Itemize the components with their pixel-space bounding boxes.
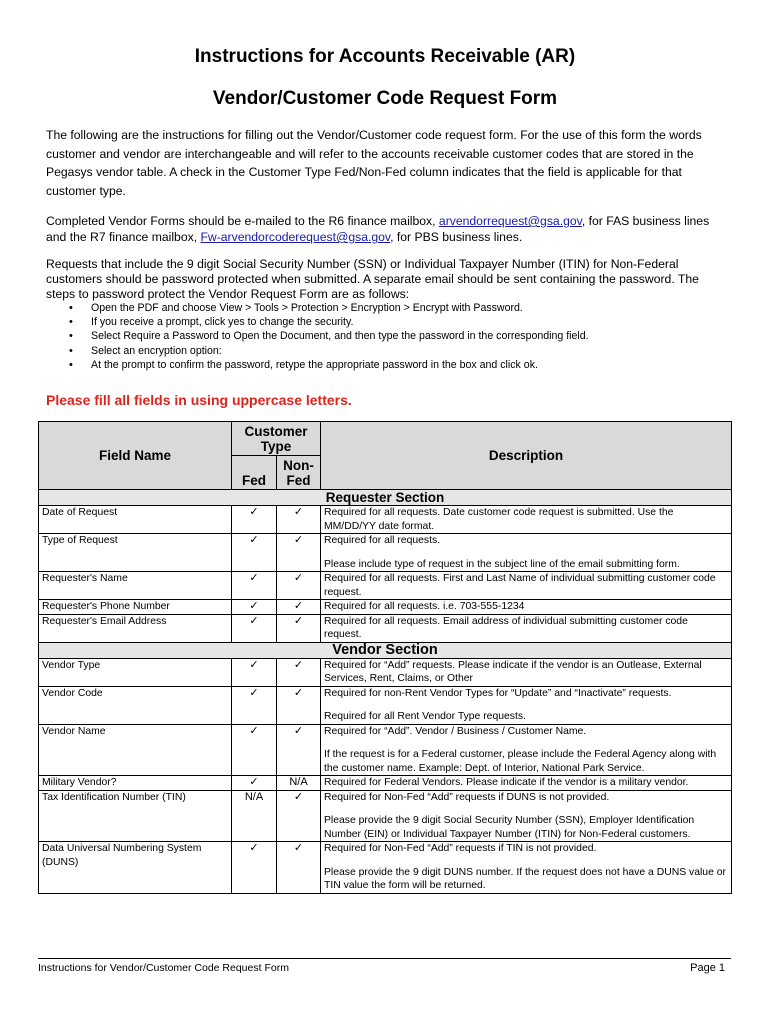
nonfed-check: ✓	[277, 600, 321, 615]
fed-check: ✓	[232, 658, 277, 686]
table-row	[39, 506, 732, 534]
list-item: • Open the PDF and choose View > Tools > Protection > Encryption > Encrypt with Password.	[91, 301, 770, 315]
nonfed-check: ✓	[277, 614, 321, 642]
mail-suffix: , for PBS business lines.	[390, 230, 523, 244]
description-note: Please include type of request in the subject line of the email submitting form.	[324, 558, 680, 570]
description-note: If the request is for a Federal customer, please include the Federal Agency along with the customer name. Example: Dept. of Interior, National Park Service.	[324, 749, 717, 774]
password-steps-list	[46, 301, 770, 372]
field-name: Type of Request	[39, 534, 232, 572]
field-description	[321, 534, 732, 572]
nonfed-check: ✓	[277, 658, 321, 686]
description-header: Description	[321, 422, 732, 490]
fed-check: ✓	[232, 842, 277, 894]
table-row	[39, 724, 732, 776]
intro-paragraph: The following are the instructions for filling out the Vendor/Customer code request form. For the use of this form the words customer and vendor are interchangeable and will refer to the accounts receivable customer codes that are stored in the Pegasys vendor table. A check in the Customer Type Fed/Non-Fed column indicates that the field is applicable for that customer type.	[46, 128, 702, 198]
fed-check: ✓	[232, 776, 277, 791]
section-row	[39, 642, 732, 658]
table-row	[39, 658, 732, 686]
field-name: Requester's Phone Number	[39, 600, 232, 615]
mail-prefix: Completed Vendor Forms should be e-mailed to the R6 finance mailbox,	[46, 214, 439, 228]
field-description: Required for all requests. i.e. 703-555-1234	[321, 600, 732, 615]
fed-check: ✓	[232, 614, 277, 642]
list-item: • At the prompt to confirm the password, retype the appropriate password in the box and click ok.	[91, 358, 770, 372]
field-description: Required for Federal Vendors. Please indicate if the vendor is a military vendor.	[321, 776, 732, 791]
mail-middle: , for FAS business lines and the R7 finance mailbox,	[46, 214, 710, 244]
field-description	[321, 724, 732, 776]
field-name: Vendor Code	[39, 686, 232, 724]
nonfed-check: ✓	[277, 534, 321, 572]
list-item: • Select an encryption option:	[91, 344, 770, 358]
description-note: Required for all Rent Vendor Type requests.	[324, 711, 526, 722]
field-name: Data Universal Numbering System (DUNS)	[39, 842, 232, 894]
table-row	[39, 534, 732, 572]
document-subtitle: Vendor/Customer Code Request Form	[212, 88, 558, 109]
table-row	[39, 614, 732, 642]
table-row	[39, 572, 732, 600]
fed-check: ✓	[232, 686, 277, 724]
list-item: • If you receive a prompt, click yes to change the security.	[91, 315, 770, 329]
field-name: Requester's Name	[39, 572, 232, 600]
field-description	[321, 842, 732, 894]
description-note: Please provide the 9 digit Social Security Number (SSN), Employer Identification Number (EIN) or Individual Taxpayer Number (ITIN) for Non-Federal customers.	[324, 815, 695, 840]
table-row	[39, 842, 732, 894]
nonfed-check: ✓	[277, 572, 321, 600]
list-item: • Select Require a Password to Open the Document, and then type the password in the corresponding field.	[91, 329, 770, 343]
description-line: Required for all requests.	[324, 535, 441, 546]
page-number: Page 1	[690, 962, 725, 974]
description-line: Required for non-Rent Vendor Types for “Update” and “Inactivate” requests.	[324, 687, 672, 699]
nonfed-check: ✓	[277, 724, 321, 776]
fed-check: ✓	[232, 572, 277, 600]
description-line: Required for Non-Fed “Add” requests if DUNS is not provided.	[324, 791, 610, 803]
customer-type-header: Customer Type	[232, 422, 321, 456]
nonfed-check: ✓	[277, 790, 321, 842]
table-row	[39, 776, 732, 791]
field-name: Date of Request	[39, 506, 232, 534]
footer-title: Instructions for Vendor/Customer Code Request Form	[38, 962, 289, 974]
requester-section-heading: Requester Section	[39, 490, 732, 506]
table-header-row	[39, 422, 732, 456]
document-title: Instructions for Accounts Receivable (AR)	[194, 46, 576, 67]
nonfed-check: N/A	[277, 776, 321, 791]
field-description: Required for all requests. First and Last Name of individual submitting customer code request.	[321, 572, 732, 600]
nonfed-header: Non-Fed	[277, 456, 321, 490]
email-link-r7[interactable]: Fw-arvendorcoderequest@gsa.gov	[200, 230, 391, 244]
section-row	[39, 490, 732, 506]
field-instructions-table	[38, 421, 732, 894]
fed-check: ✓	[232, 506, 277, 534]
nonfed-check: ✓	[277, 842, 321, 894]
field-name: Vendor Type	[39, 658, 232, 686]
fed-header: Fed	[232, 456, 277, 490]
field-description	[321, 790, 732, 842]
description-line: Required for “Add”. Vendor / Business / Customer Name.	[324, 725, 587, 737]
table-row	[39, 686, 732, 724]
fed-check: N/A	[232, 790, 277, 842]
footer-divider	[38, 958, 731, 959]
fed-check: ✓	[232, 600, 277, 615]
table-row	[39, 790, 732, 842]
fed-check: ✓	[232, 724, 277, 776]
field-description: Required for all requests. Date customer code request is submitted. Use the MM/DD/YY date format.	[321, 506, 732, 534]
field-description	[321, 686, 732, 724]
vendor-section-heading: Vendor Section	[39, 642, 732, 658]
fed-check: ✓	[232, 534, 277, 572]
password-paragraph: Requests that include the 9 digit Social Security Number (SSN) or Individual Taxpayer Number (ITIN) for Non-Federal customers should be password protected when submitted. A separate email should be sent containing the password. The steps to password protect the Vendor Request Form are as follows:	[46, 257, 699, 301]
uppercase-notice: Please fill all fields in using uppercase letters.	[46, 392, 352, 408]
mailbox-paragraph	[46, 213, 726, 245]
description-note: Please provide the 9 digit DUNS number. If the request does not have a DUNS value or TIN value the form will be returned.	[324, 866, 726, 891]
nonfed-check: ✓	[277, 686, 321, 724]
field-name: Military Vendor?	[39, 776, 232, 791]
email-link-r6[interactable]: arvendorrequest@gsa.gov	[438, 214, 582, 228]
field-name: Requester's Email Address	[39, 614, 232, 642]
description-line: Required for Non-Fed “Add” requests if TIN is not provided.	[324, 843, 597, 854]
table-row	[39, 600, 732, 615]
field-name-header: Field Name	[39, 422, 232, 490]
field-name: Tax Identification Number (TIN)	[39, 790, 232, 842]
field-description: Required for “Add” requests. Please indicate if the vendor is an Outlease, External Services, Rent, Claims, or Other	[321, 658, 732, 686]
nonfed-check: ✓	[277, 506, 321, 534]
field-name: Vendor Name	[39, 724, 232, 776]
field-description: Required for all requests. Email address of individual submitting customer code request.	[321, 614, 732, 642]
